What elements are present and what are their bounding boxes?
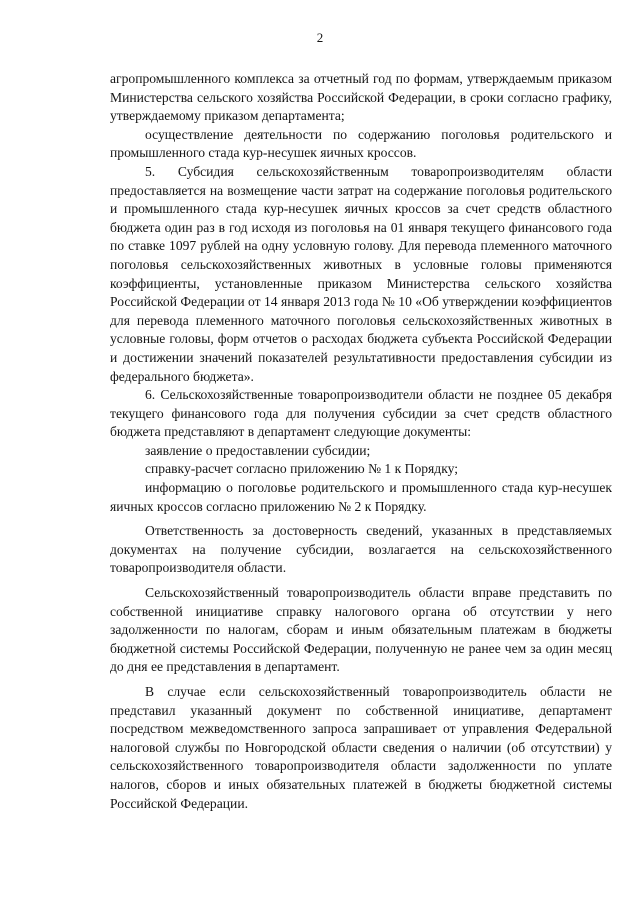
- list-item-calculation: справку-расчет согласно приложению № 1 к Порядку;: [145, 461, 459, 477]
- paragraph-interagency-request: В случае если сельскохозяйственный товаропроизводитель области не представил указанный документ по собственной инициативе, департамент посредством межведомственного запроса запрашивает от управления Федеральной налоговой службы по Новгородской области сведения о наличии (об отсутствии) у сельскохозяйственного товаропроизводителя области задолженности по уплате налогов, сборов и иных обязательных платежей в бюджеты бюджетной системы Российской Федерации.: [110, 684, 612, 811]
- paragraph-activity: осуществление деятельности по содержанию поголовья родительского и промышленного стада кур-несушек яичных кроссов.: [110, 126, 612, 161]
- paragraph-tax-certificate: Сельскохозяйственный товаропроизводитель области вправе представить по собственной инициативе справку налогового органа об отсутствии у него задолженности по налогам, сборам и иным обязательным платежам в бюджеты бюджетной системы Российской Федерации, полученную не ранее чем за один месяц до дня ее представления в департамент.: [110, 585, 612, 675]
- paragraph-item-6: 6. Сельскохозяйственные товаропроизводители области не позднее 05 декабря текущего финансового года для получения субсидии за счет средств областного бюджета представляют в департамент следующие документы:: [110, 387, 612, 440]
- paragraph-continuation: агропромышленного комплекса за отчетный год по формам, утверждаемым приказом Министерства сельского хозяйства Российской Федерации, в сроки согласно графику, утверждаемому приказом департамента;: [110, 71, 612, 124]
- list-item-application: заявление о предоставлении субсидии;: [145, 442, 371, 458]
- list-item-livestock-info: информацию о поголовье родительского и промышленного стада кур-несушек яичных кроссов согласно приложению № 2 к Порядку.: [110, 480, 612, 514]
- page-number: 2: [316, 30, 324, 45]
- paragraph-responsibility: Ответственность за достоверность сведений, указанных в представляемых документах на получение субсидии, возлагается на сельскохозяйственного товаропроизводителя области.: [110, 523, 612, 576]
- paragraph-item-5: 5. Субсидия сельскохозяйственным товаропроизводителям области предоставляется на возмещение части затрат на содержание поголовья родительского и промышленного стада кур-несушек яичных кроссов за счет средств областного бюджета один раз в год исходя из поголовья на 01 января текущего финансового года по ставке 1097 рублей на одну условную голову. Для перевода племенного маточного поголовья сельскохозяйственных животных в условные головы применяются коэффициенты, установленные приказом Министерства сельского хозяйства Российской Федерации от 14 января 2013 года № 10 «Об утверждении коэффициентов для перевода племенного маточного поголовья сельскохозяйственных животных в условные головы, форм отчетов о расходах бюджета субъекта Российской Федерации и достижении значений показателей результативности предоставления субсидии из федерального бюджета».: [110, 163, 612, 384]
- document-body: [110, 70, 612, 813]
